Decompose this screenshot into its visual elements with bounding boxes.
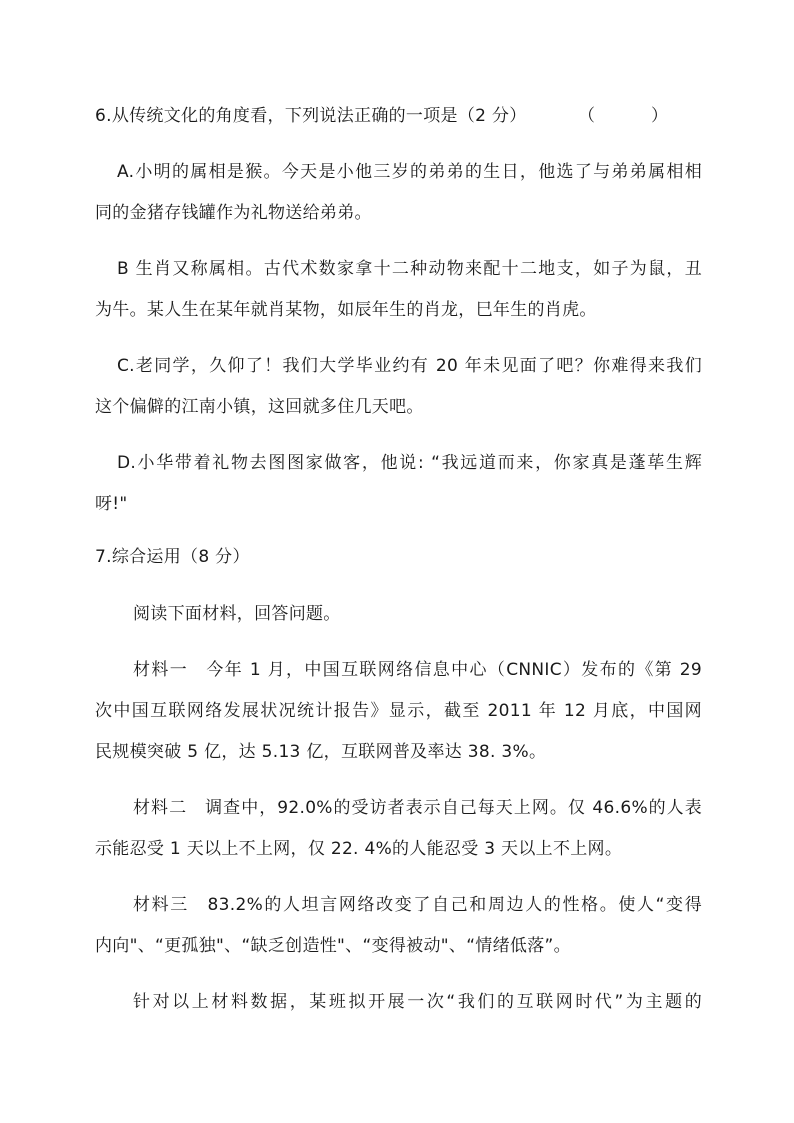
answer-blank: （ ） [578,106,668,126]
option-c-line-2: 这个偏僻的江南小镇，这回就多住几天吧。 [95,397,424,417]
closing-paragraph-line: 针对以上材料数据，某班拟开展一次“我们的互联网时代”为主题的 [133,992,702,1012]
option-a-line-1: A.小明的属相是猴。今天是小他三岁的弟弟的生日，他选了与弟弟属相相 [117,162,702,182]
question-6-stem: 6.从传统文化的角度看，下列说法正确的一项是（2 分） [95,106,527,126]
material-1-line-3: 民规模突破 5 亿，达 5.13 亿，互联网普及率达 38. 3%。 [95,742,547,762]
question-7-stem: 7.综合运用（8 分） [95,547,250,567]
material-3-line-2: 内向"、“更孤独"、“缺乏创造性"、“变得被动"、“情绪低落”。 [95,936,571,956]
material-2-line-1: 材料二 调查中，92.0%的受访者表示自己每天上网。仅 46.6%的人表 [133,798,702,818]
option-d-line-2: 呀!" [95,494,128,514]
material-3-line-1: 材料三 83.2%的人坦言网络改变了自己和周边人的性格。使人“变得 [133,895,702,915]
option-c-line-1: C.老同学，久仰了！我们大学毕业约有 20 年未见面了吧？你难得来我们 [117,356,702,376]
reading-instruction: 阅读下面材料，回答问题。 [133,604,341,624]
option-a-line-2: 同的金猪存钱罐作为礼物送给弟弟。 [95,203,372,223]
option-b-line-1: B 生肖又称属相。古代术数家拿十二种动物来配十二地支，如子为鼠，丑 [117,259,702,279]
material-1-line-1: 材料一 今年 1 月，中国互联网络信息中心（CNNIC）发布的《第 29 [133,660,702,680]
option-b-line-2: 为牛。某人生在某年就肖某物，如辰年生的肖龙，巳年生的肖虎。 [95,300,597,320]
option-d-line-1: D.小华带着礼物去图图家做客，他说: “我远道而来，你家真是蓬荜生辉 [117,453,702,473]
material-1-line-2: 次中国互联网络发展状况统计报告》显示，截至 2011 年 12 月底，中国网 [95,701,702,721]
material-2-line-2: 示能忍受 1 天以上不上网，仅 22. 4%的人能忍受 3 天以上不上网。 [95,839,623,859]
